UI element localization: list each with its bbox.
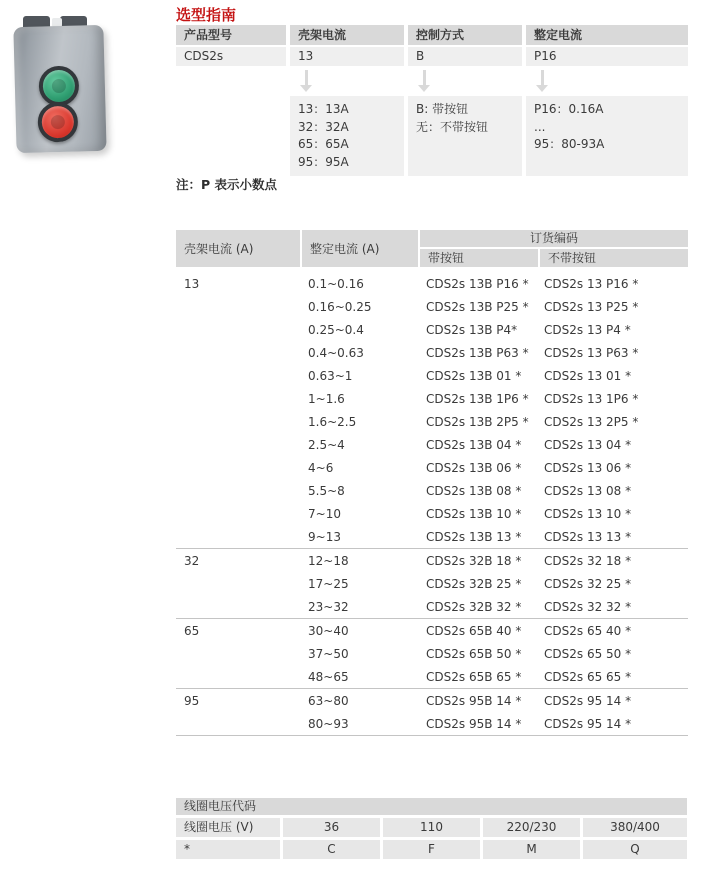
selection-detail-line: ... <box>534 119 546 134</box>
code-without-button-cell: CDS2s 13 04 * <box>544 437 632 452</box>
table-row <box>176 502 688 525</box>
code-with-button-cell: CDS2s 32B 32 * <box>426 599 522 614</box>
setting-current-cell: 12~18 <box>308 553 349 568</box>
code-without-button-cell: CDS2s 32 25 * <box>544 576 632 591</box>
table-row <box>176 595 688 618</box>
code-with-button-cell: CDS2s 13B 06 * <box>426 460 522 475</box>
code-without-button-cell: CDS2s 13 P4 * <box>544 322 631 337</box>
selection-detail-1 <box>290 96 404 176</box>
code-with-button-cell: CDS2s 32B 18 * <box>426 553 522 568</box>
arrow-down-icon <box>536 70 549 92</box>
table-row <box>176 689 688 712</box>
setting-current-cell: 0.1~0.16 <box>308 276 364 291</box>
header-order-code: 订货编码 <box>420 230 688 247</box>
setting-current-cell: 1.6~2.5 <box>308 414 357 429</box>
setting-current-cell: 48~65 <box>308 669 349 684</box>
code-without-button-cell: CDS2s 95 14 * <box>544 693 632 708</box>
table-row <box>176 619 688 642</box>
code-without-button-cell: CDS2s 32 32 * <box>544 599 632 614</box>
arrow-cell <box>408 68 522 94</box>
setting-current-cell: 37~50 <box>308 646 349 661</box>
setting-current-cell: 5.5~8 <box>308 483 345 498</box>
setting-current-cell: 0.16~0.25 <box>308 299 372 314</box>
setting-current-cell: 0.63~1 <box>308 368 353 383</box>
ordering-group <box>176 548 688 618</box>
code-without-button-cell: CDS2s 13 P63 * <box>544 345 639 360</box>
selection-header-setting-current: 整定电流 <box>526 25 688 45</box>
code-with-button-cell: CDS2s 13B P25 * <box>426 299 529 314</box>
code-with-button-cell: CDS2s 32B 25 * <box>426 576 522 591</box>
code-with-button-cell: CDS2s 65B 50 * <box>426 646 522 661</box>
code-without-button-cell: CDS2s 95 14 * <box>544 716 632 731</box>
frame-current-cell: 32 <box>184 553 200 568</box>
ordering-table-body <box>176 272 688 736</box>
table-row <box>176 341 688 364</box>
setting-current-cell: 17~25 <box>308 576 349 591</box>
coil-cell: F <box>383 840 480 859</box>
setting-current-cell: 1~1.6 <box>308 391 345 406</box>
code-with-button-cell: CDS2s 65B 65 * <box>426 669 522 684</box>
table-row <box>176 410 688 433</box>
table-row <box>176 456 688 479</box>
selection-header-product-model: 产品型号 <box>176 25 286 45</box>
selection-detail-line: P16：0.16A <box>534 102 604 116</box>
selection-value-setting-current: P16 <box>526 47 688 66</box>
code-with-button-cell: CDS2s 95B 14 * <box>426 693 522 708</box>
code-with-button-cell: CDS2s 13B P16 * <box>426 276 529 291</box>
selection-detail-line: 无：不带按钮 <box>416 119 489 134</box>
header-without-button: 不带按钮 <box>540 249 688 267</box>
arrow-cell <box>290 68 404 94</box>
selection-header-frame-current: 壳架电流 <box>290 25 404 45</box>
setting-current-cell: 63~80 <box>308 693 349 708</box>
setting-current-cell: 0.4~0.63 <box>308 345 364 360</box>
code-without-button-cell: CDS2s 65 40 * <box>544 623 632 638</box>
selection-header-control-mode: 控制方式 <box>408 25 522 45</box>
frame-current-cell: 13 <box>184 276 200 291</box>
code-without-button-cell: CDS2s 13 1P6 * <box>544 391 639 406</box>
coil-cell: 220/230 <box>483 818 580 837</box>
page-title: 选型指南 <box>176 6 237 24</box>
setting-current-cell: 9~13 <box>308 529 341 544</box>
selection-detail-3 <box>526 96 688 176</box>
setting-current-cell: 30~40 <box>308 623 349 638</box>
code-with-button-cell: CDS2s 13B 13 * <box>426 529 522 544</box>
coil-code-row <box>176 840 687 859</box>
start-button-icon <box>38 66 79 107</box>
table-row <box>176 479 688 502</box>
arrow-down-icon <box>418 70 431 92</box>
ordering-group <box>176 272 688 548</box>
selection-value-frame-current: 13 <box>290 47 404 66</box>
code-with-button-cell: CDS2s 13B P4* <box>426 322 518 337</box>
setting-current-cell: 2.5~4 <box>308 437 345 452</box>
coil-cell: M <box>483 840 580 859</box>
ordering-group <box>176 688 688 735</box>
table-row <box>176 642 688 665</box>
setting-current-cell: 80~93 <box>308 716 349 731</box>
setting-current-cell: 23~32 <box>308 599 349 614</box>
code-without-button-cell: CDS2s 32 18 * <box>544 553 632 568</box>
button-core-icon <box>52 79 66 93</box>
table-row <box>176 387 688 410</box>
frame-current-cell: 65 <box>184 623 200 638</box>
table-row <box>176 549 688 572</box>
table-row <box>176 295 688 318</box>
ordering-table-header <box>176 230 688 267</box>
table-row <box>176 665 688 688</box>
table-row <box>176 364 688 387</box>
code-without-button-cell: CDS2s 13 01 * <box>544 368 632 383</box>
coil-cell: 36 <box>283 818 380 837</box>
code-without-button-cell: CDS2s 13 10 * <box>544 506 632 521</box>
coil-cell: Q <box>583 840 687 859</box>
selection-detail-line: B: 带按钮 <box>416 102 469 116</box>
code-without-button-cell: CDS2s 13 P16 * <box>544 276 639 291</box>
selection-table <box>176 25 688 176</box>
code-with-button-cell: CDS2s 13B 01 * <box>426 368 522 383</box>
ordering-group <box>176 618 688 688</box>
button-core-icon <box>51 115 65 129</box>
code-without-button-cell: CDS2s 13 13 * <box>544 529 632 544</box>
coil-cell: * <box>176 840 280 859</box>
coil-table-title: 线圈电压代码 <box>176 798 687 815</box>
header-frame-current: 壳架电流 (A) <box>176 230 300 267</box>
coil-cell: 380/400 <box>583 818 687 837</box>
selection-detail-2 <box>408 96 522 176</box>
code-with-button-cell: CDS2s 13B P63 * <box>426 345 529 360</box>
stop-button-icon <box>37 102 78 143</box>
frame-current-cell: 95 <box>184 693 200 708</box>
code-with-button-cell: CDS2s 13B 2P5 * <box>426 414 529 429</box>
header-with-button: 带按钮 <box>420 249 538 267</box>
code-with-button-cell: CDS2s 65B 40 * <box>426 623 522 638</box>
arrow-cell <box>526 68 688 94</box>
arrow-down-icon <box>300 70 313 92</box>
header-setting-current: 整定电流 (A) <box>302 230 418 267</box>
selection-value-product-model: CDS2s <box>176 47 286 66</box>
table-row <box>176 318 688 341</box>
code-with-button-cell: CDS2s 13B 10 * <box>426 506 522 521</box>
table-row <box>176 525 688 548</box>
selection-detail-line: 65：65A <box>298 137 349 151</box>
table-row <box>176 572 688 595</box>
code-without-button-cell: CDS2s 13 P25 * <box>544 299 639 314</box>
product-photo-image <box>10 14 120 159</box>
table-row <box>176 433 688 456</box>
code-with-button-cell: CDS2s 95B 14 * <box>426 716 522 731</box>
setting-current-cell: 7~10 <box>308 506 341 521</box>
code-without-button-cell: CDS2s 65 50 * <box>544 646 632 661</box>
selection-detail-line: 32：32A <box>298 119 349 134</box>
code-with-button-cell: CDS2s 13B 1P6 * <box>426 391 529 406</box>
code-with-button-cell: CDS2s 13B 08 * <box>426 483 522 498</box>
selection-value-control-mode: B <box>408 47 522 66</box>
footnote: 注：P 表示小数点 <box>176 177 278 192</box>
code-without-button-cell: CDS2s 13 2P5 * <box>544 414 639 429</box>
setting-current-cell: 0.25~0.4 <box>308 322 364 337</box>
code-without-button-cell: CDS2s 65 65 * <box>544 669 632 684</box>
code-without-button-cell: CDS2s 13 08 * <box>544 483 632 498</box>
selection-detail-line: 95：80-93A <box>534 137 605 151</box>
setting-current-cell: 4~6 <box>308 460 334 475</box>
selection-detail-line: 95：95A <box>298 154 349 169</box>
code-with-button-cell: CDS2s 13B 04 * <box>426 437 522 452</box>
coil-voltage-row <box>176 818 687 837</box>
table-row <box>176 272 688 295</box>
coil-cell: 线圈电压 (V) <box>176 818 280 837</box>
selection-detail-line: 13：13A <box>298 102 349 116</box>
code-without-button-cell: CDS2s 13 06 * <box>544 460 632 475</box>
coil-cell: C <box>283 840 380 859</box>
coil-cell: 110 <box>383 818 480 837</box>
starter-enclosure <box>13 25 106 153</box>
table-row <box>176 712 688 735</box>
